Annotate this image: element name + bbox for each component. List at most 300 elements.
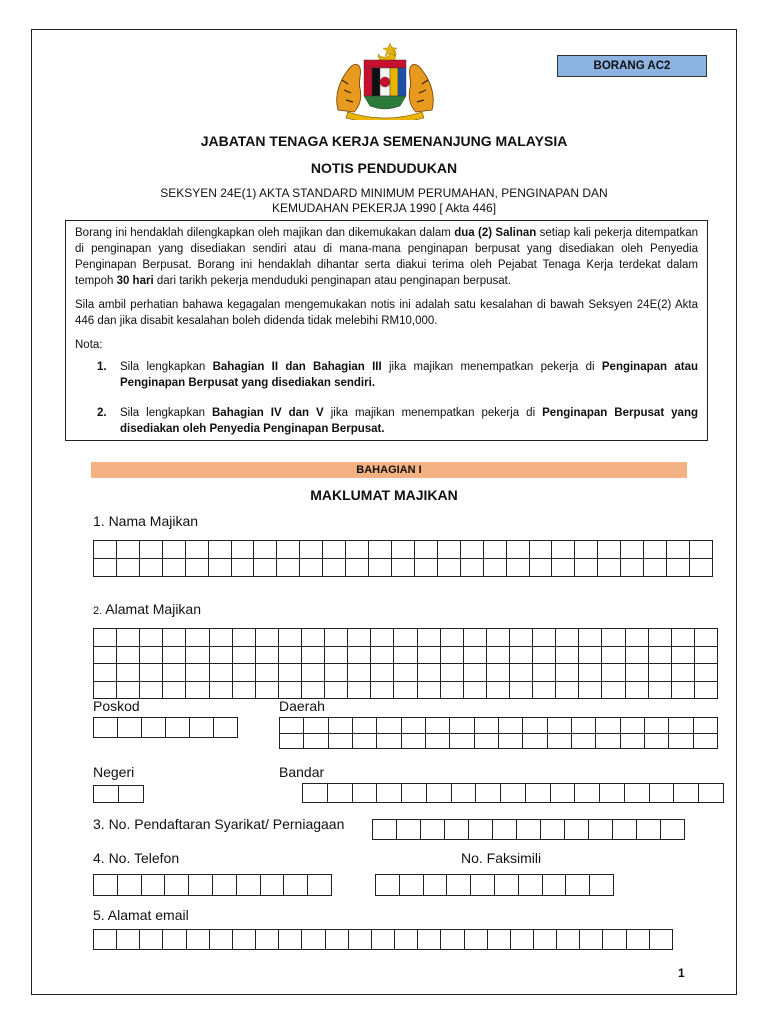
char-box[interactable]: [542, 875, 566, 896]
char-box[interactable]: [509, 681, 532, 699]
char-box[interactable]: [163, 930, 186, 950]
char-box[interactable]: [571, 718, 595, 734]
char-box[interactable]: [602, 681, 625, 699]
char-box[interactable]: [348, 629, 371, 647]
char-box[interactable]: [325, 664, 348, 682]
char-box[interactable]: [328, 733, 352, 749]
char-box[interactable]: [186, 930, 209, 950]
char-box[interactable]: [556, 681, 579, 699]
char-box[interactable]: [209, 629, 232, 647]
char-box[interactable]: [255, 646, 278, 664]
char-box[interactable]: [391, 541, 414, 559]
char-box[interactable]: [260, 875, 284, 896]
char-box[interactable]: [547, 733, 571, 749]
char-box[interactable]: [163, 681, 186, 699]
char-box[interactable]: [689, 541, 712, 559]
char-box[interactable]: [280, 733, 304, 749]
daerah-field[interactable]: [279, 717, 718, 749]
char-box[interactable]: [185, 559, 208, 577]
char-box[interactable]: [476, 784, 501, 803]
char-box[interactable]: [140, 646, 163, 664]
char-box[interactable]: [474, 718, 498, 734]
char-box[interactable]: [140, 629, 163, 647]
char-box[interactable]: [694, 646, 717, 664]
char-box[interactable]: [486, 664, 509, 682]
char-box[interactable]: [209, 681, 232, 699]
char-box[interactable]: [689, 559, 712, 577]
char-box[interactable]: [186, 664, 209, 682]
char-box[interactable]: [214, 718, 238, 738]
char-box[interactable]: [483, 541, 506, 559]
char-box[interactable]: [613, 820, 637, 840]
char-box[interactable]: [625, 629, 648, 647]
char-box[interactable]: [346, 541, 369, 559]
char-box[interactable]: [649, 784, 674, 803]
char-box[interactable]: [162, 541, 185, 559]
char-box[interactable]: [579, 646, 602, 664]
char-box[interactable]: [190, 718, 214, 738]
char-box[interactable]: [648, 629, 671, 647]
char-box[interactable]: [232, 681, 255, 699]
char-box[interactable]: [402, 784, 427, 803]
char-box[interactable]: [256, 930, 279, 950]
poskod-field[interactable]: [93, 717, 238, 738]
char-box[interactable]: [450, 718, 474, 734]
char-box[interactable]: [533, 681, 556, 699]
char-box[interactable]: [556, 664, 579, 682]
char-box[interactable]: [579, 664, 602, 682]
char-box[interactable]: [471, 875, 495, 896]
alamat-majikan-field[interactable]: [93, 628, 718, 699]
char-box[interactable]: [529, 559, 552, 577]
char-box[interactable]: [571, 733, 595, 749]
char-box[interactable]: [325, 681, 348, 699]
char-box[interactable]: [487, 930, 510, 950]
char-box[interactable]: [590, 875, 614, 896]
char-box[interactable]: [625, 681, 648, 699]
char-box[interactable]: [541, 820, 565, 840]
char-box[interactable]: [142, 718, 166, 738]
char-box[interactable]: [667, 541, 690, 559]
char-box[interactable]: [278, 629, 301, 647]
char-box[interactable]: [648, 681, 671, 699]
char-box[interactable]: [254, 541, 277, 559]
char-box[interactable]: [185, 541, 208, 559]
char-box[interactable]: [460, 541, 483, 559]
char-box[interactable]: [117, 875, 141, 896]
char-box[interactable]: [308, 875, 332, 896]
char-box[interactable]: [377, 733, 401, 749]
char-box[interactable]: [509, 629, 532, 647]
char-box[interactable]: [371, 681, 394, 699]
char-box[interactable]: [325, 930, 348, 950]
char-box[interactable]: [621, 541, 644, 559]
char-box[interactable]: [667, 559, 690, 577]
char-box[interactable]: [556, 646, 579, 664]
bandar-field[interactable]: [302, 783, 724, 803]
char-box[interactable]: [506, 541, 529, 559]
char-box[interactable]: [580, 930, 603, 950]
char-box[interactable]: [517, 820, 541, 840]
alamat-email-field[interactable]: [93, 929, 673, 950]
char-box[interactable]: [278, 681, 301, 699]
char-box[interactable]: [637, 820, 661, 840]
char-box[interactable]: [699, 784, 724, 803]
char-box[interactable]: [255, 681, 278, 699]
char-box[interactable]: [575, 541, 598, 559]
char-box[interactable]: [533, 664, 556, 682]
char-box[interactable]: [377, 718, 401, 734]
char-box[interactable]: [523, 733, 547, 749]
char-box[interactable]: [163, 646, 186, 664]
char-box[interactable]: [557, 930, 580, 950]
char-box[interactable]: [437, 541, 460, 559]
char-box[interactable]: [325, 646, 348, 664]
char-box[interactable]: [440, 629, 463, 647]
char-box[interactable]: [547, 718, 571, 734]
char-box[interactable]: [694, 664, 717, 682]
char-box[interactable]: [518, 875, 542, 896]
char-box[interactable]: [494, 875, 518, 896]
char-box[interactable]: [94, 875, 118, 896]
char-box[interactable]: [323, 541, 346, 559]
char-box[interactable]: [352, 784, 377, 803]
char-box[interactable]: [255, 629, 278, 647]
char-box[interactable]: [486, 681, 509, 699]
char-box[interactable]: [209, 646, 232, 664]
char-box[interactable]: [323, 559, 346, 577]
char-box[interactable]: [694, 629, 717, 647]
char-box[interactable]: [236, 875, 260, 896]
char-box[interactable]: [463, 646, 486, 664]
char-box[interactable]: [440, 681, 463, 699]
char-box[interactable]: [371, 629, 394, 647]
char-box[interactable]: [602, 664, 625, 682]
char-box[interactable]: [391, 559, 414, 577]
char-box[interactable]: [602, 646, 625, 664]
char-box[interactable]: [509, 646, 532, 664]
char-box[interactable]: [369, 559, 392, 577]
char-box[interactable]: [328, 718, 352, 734]
char-box[interactable]: [232, 629, 255, 647]
char-box[interactable]: [166, 718, 190, 738]
char-box[interactable]: [469, 820, 493, 840]
char-box[interactable]: [624, 784, 649, 803]
char-box[interactable]: [209, 664, 232, 682]
bandar-label: Bandar: [279, 764, 325, 780]
char-box[interactable]: [377, 784, 402, 803]
char-box[interactable]: [445, 820, 469, 840]
char-box[interactable]: [186, 681, 209, 699]
char-box[interactable]: [533, 646, 556, 664]
char-box[interactable]: [117, 646, 140, 664]
no-faksimili-field[interactable]: [375, 874, 614, 896]
char-box[interactable]: [371, 646, 394, 664]
char-box[interactable]: [186, 646, 209, 664]
char-box[interactable]: [440, 646, 463, 664]
char-box[interactable]: [232, 646, 255, 664]
char-box[interactable]: [418, 930, 441, 950]
char-box[interactable]: [671, 629, 694, 647]
char-box[interactable]: [501, 784, 526, 803]
char-box[interactable]: [163, 629, 186, 647]
char-box[interactable]: [189, 875, 213, 896]
char-box[interactable]: [447, 875, 471, 896]
char-box[interactable]: [509, 664, 532, 682]
char-box[interactable]: [463, 664, 486, 682]
char-box[interactable]: [603, 930, 626, 950]
char-box[interactable]: [394, 629, 417, 647]
char-box[interactable]: [474, 733, 498, 749]
char-box[interactable]: [301, 646, 324, 664]
char-box[interactable]: [277, 541, 300, 559]
char-box[interactable]: [600, 784, 625, 803]
char-box[interactable]: [209, 930, 232, 950]
char-box[interactable]: [671, 681, 694, 699]
char-box[interactable]: [486, 646, 509, 664]
char-box[interactable]: [417, 664, 440, 682]
char-box[interactable]: [626, 930, 649, 950]
char-box[interactable]: [348, 930, 371, 950]
char-box[interactable]: [278, 646, 301, 664]
char-box[interactable]: [550, 784, 575, 803]
char-box[interactable]: [598, 541, 621, 559]
instructions-box: [65, 220, 708, 441]
char-box[interactable]: [394, 646, 417, 664]
char-box[interactable]: [644, 733, 668, 749]
char-box[interactable]: [141, 875, 165, 896]
char-box[interactable]: [661, 820, 685, 840]
char-box[interactable]: [596, 733, 620, 749]
char-box[interactable]: [414, 541, 437, 559]
form-title: NOTIS PENDUDUKAN: [310, 160, 458, 176]
char-box[interactable]: [208, 559, 231, 577]
char-box[interactable]: [486, 629, 509, 647]
char-box[interactable]: [425, 718, 449, 734]
char-box[interactable]: [352, 733, 376, 749]
char-box[interactable]: [625, 664, 648, 682]
char-box[interactable]: [421, 820, 445, 840]
no-telefon-label: 4. No. Telefon: [93, 850, 180, 866]
char-box[interactable]: [352, 718, 376, 734]
char-box[interactable]: [437, 559, 460, 577]
char-box[interactable]: [212, 875, 236, 896]
char-box[interactable]: [671, 664, 694, 682]
char-box[interactable]: [598, 559, 621, 577]
char-box[interactable]: [118, 718, 142, 738]
char-box[interactable]: [302, 930, 325, 950]
char-box[interactable]: [620, 718, 644, 734]
char-box[interactable]: [425, 733, 449, 749]
char-box[interactable]: [140, 681, 163, 699]
char-box[interactable]: [94, 559, 117, 577]
char-box[interactable]: [565, 820, 589, 840]
char-box[interactable]: [498, 733, 522, 749]
char-box[interactable]: [566, 875, 590, 896]
char-box[interactable]: [301, 681, 324, 699]
char-box[interactable]: [575, 559, 598, 577]
char-box[interactable]: [94, 930, 117, 950]
char-box[interactable]: [231, 541, 254, 559]
char-box[interactable]: [693, 718, 717, 734]
no-telefon-field[interactable]: [93, 874, 332, 896]
char-box[interactable]: [579, 681, 602, 699]
char-box[interactable]: [463, 629, 486, 647]
char-box[interactable]: [280, 718, 304, 734]
char-box[interactable]: [117, 664, 140, 682]
char-box[interactable]: [464, 930, 487, 950]
char-box[interactable]: [208, 541, 231, 559]
char-box[interactable]: [674, 784, 699, 803]
char-box[interactable]: [575, 784, 600, 803]
char-box[interactable]: [450, 733, 474, 749]
char-box[interactable]: [620, 733, 644, 749]
char-box[interactable]: [371, 664, 394, 682]
page-number: 1: [678, 966, 685, 980]
char-box[interactable]: [506, 559, 529, 577]
char-box[interactable]: [94, 786, 119, 803]
negeri-field[interactable]: [93, 785, 144, 803]
char-box[interactable]: [669, 733, 693, 749]
char-box[interactable]: [394, 664, 417, 682]
char-box[interactable]: [327, 784, 352, 803]
char-box[interactable]: [116, 541, 139, 559]
char-box[interactable]: [589, 820, 613, 840]
act-subtitle-line2: KEMUDAHAN PEKERJA 1990 [ Akta 446]: [271, 201, 497, 215]
nama-majikan-field[interactable]: [93, 540, 713, 577]
char-box[interactable]: [397, 820, 421, 840]
char-box[interactable]: [301, 664, 324, 682]
char-box[interactable]: [417, 646, 440, 664]
char-box[interactable]: [278, 664, 301, 682]
char-box[interactable]: [648, 664, 671, 682]
char-box[interactable]: [139, 559, 162, 577]
char-box[interactable]: [510, 930, 533, 950]
char-box[interactable]: [498, 718, 522, 734]
char-box[interactable]: [255, 664, 278, 682]
char-box[interactable]: [395, 930, 418, 950]
char-box[interactable]: [671, 646, 694, 664]
char-box[interactable]: [414, 559, 437, 577]
char-box[interactable]: [493, 820, 517, 840]
char-box[interactable]: [284, 875, 308, 896]
char-box[interactable]: [300, 559, 323, 577]
char-box[interactable]: [523, 718, 547, 734]
char-box[interactable]: [451, 784, 476, 803]
char-box[interactable]: [463, 681, 486, 699]
char-box[interactable]: [552, 559, 575, 577]
char-box[interactable]: [693, 733, 717, 749]
alamat-majikan-label: 2. Alamat Majikan: [93, 601, 202, 617]
char-box[interactable]: [648, 646, 671, 664]
char-box[interactable]: [371, 930, 394, 950]
char-box[interactable]: [529, 541, 552, 559]
char-box[interactable]: [373, 820, 397, 840]
char-box[interactable]: [254, 559, 277, 577]
char-box[interactable]: [163, 664, 186, 682]
char-box[interactable]: [94, 681, 117, 699]
char-box[interactable]: [304, 733, 328, 749]
char-box[interactable]: [556, 629, 579, 647]
char-box[interactable]: [533, 629, 556, 647]
char-box[interactable]: [369, 541, 392, 559]
char-box[interactable]: [119, 786, 144, 803]
char-box[interactable]: [94, 718, 118, 738]
char-box[interactable]: [625, 646, 648, 664]
char-box[interactable]: [401, 733, 425, 749]
char-box[interactable]: [94, 629, 117, 647]
char-box[interactable]: [348, 681, 371, 699]
char-box[interactable]: [602, 629, 625, 647]
char-box[interactable]: [596, 718, 620, 734]
char-box[interactable]: [165, 875, 189, 896]
char-box[interactable]: [644, 559, 667, 577]
char-box[interactable]: [417, 629, 440, 647]
char-box[interactable]: [303, 784, 328, 803]
char-box[interactable]: [140, 930, 163, 950]
char-box[interactable]: [621, 559, 644, 577]
char-box[interactable]: [533, 930, 556, 950]
char-box[interactable]: [277, 559, 300, 577]
char-box[interactable]: [441, 930, 464, 950]
char-box[interactable]: [644, 541, 667, 559]
char-box[interactable]: [426, 784, 451, 803]
char-box[interactable]: [423, 875, 447, 896]
note-item-1: 1. Sila lengkapkan Bahagian II dan Bahagian III jika majikan menempatkan pekerja di Penginapan atau Penginapan Berpusat yang disediakan sendiri.: [97, 361, 698, 389]
char-box[interactable]: [644, 718, 668, 734]
char-box[interactable]: [325, 629, 348, 647]
char-box[interactable]: [232, 930, 255, 950]
char-box[interactable]: [94, 664, 117, 682]
char-box[interactable]: [440, 664, 463, 682]
char-box[interactable]: [399, 875, 423, 896]
char-box[interactable]: [300, 541, 323, 559]
char-box[interactable]: [186, 629, 209, 647]
char-box[interactable]: [694, 681, 717, 699]
char-box[interactable]: [460, 559, 483, 577]
char-box[interactable]: [649, 930, 672, 950]
no-pendaftaran-field[interactable]: [372, 819, 685, 840]
char-box[interactable]: [579, 629, 602, 647]
char-box[interactable]: [304, 718, 328, 734]
char-box[interactable]: [94, 646, 117, 664]
char-box[interactable]: [394, 681, 417, 699]
char-box[interactable]: [116, 559, 139, 577]
char-box[interactable]: [483, 559, 506, 577]
char-box[interactable]: [117, 930, 140, 950]
char-box[interactable]: [117, 681, 140, 699]
char-box[interactable]: [279, 930, 302, 950]
char-box[interactable]: [417, 681, 440, 699]
char-box[interactable]: [669, 718, 693, 734]
char-box[interactable]: [94, 541, 117, 559]
char-box[interactable]: [552, 541, 575, 559]
char-box[interactable]: [117, 629, 140, 647]
char-box[interactable]: [346, 559, 369, 577]
char-box[interactable]: [348, 664, 371, 682]
char-box[interactable]: [301, 629, 324, 647]
char-box[interactable]: [139, 541, 162, 559]
no-faksimili-label: No. Faksimili: [461, 850, 542, 866]
char-box[interactable]: [232, 664, 255, 682]
char-box[interactable]: [231, 559, 254, 577]
char-box[interactable]: [525, 784, 550, 803]
char-box[interactable]: [140, 664, 163, 682]
char-box[interactable]: [376, 875, 400, 896]
char-box[interactable]: [348, 646, 371, 664]
char-box[interactable]: [401, 718, 425, 734]
char-box[interactable]: [162, 559, 185, 577]
